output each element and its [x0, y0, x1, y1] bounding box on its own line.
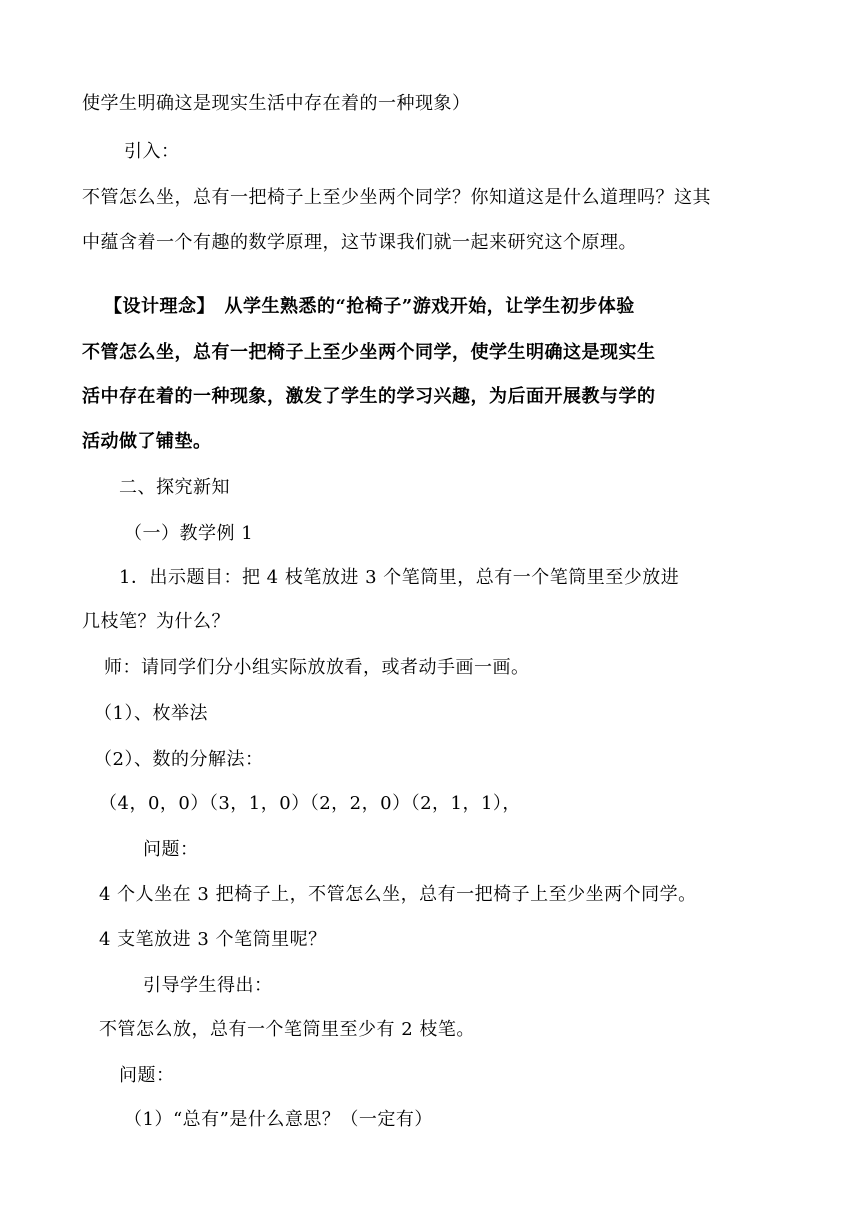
- text-line-13: 师：请同学们分小组实际放放看，或者动手画一画。: [104, 657, 530, 678]
- text-line-22: 问题：: [119, 1065, 175, 1086]
- text-line-15: （2）、数的分解法：: [94, 749, 264, 770]
- text-line-20: 引导学生得出：: [143, 975, 273, 996]
- subsection-heading: （一）教学例 1: [124, 523, 254, 544]
- text-line-23: （1）“总有”是什么意思？（一定有）: [124, 1109, 433, 1130]
- text-line-1: 使学生明确这是现实生活中存在着的一种现象）: [82, 93, 471, 114]
- design-concept-line-4: 活动做了铺垫。: [82, 431, 212, 452]
- text-line-12: 几枝笔？为什么？: [82, 611, 230, 632]
- design-concept-line-1: 【设计理念】 从学生熟悉的“抢椅子”游戏开始，让学生初步体验: [104, 296, 635, 317]
- text-line-16: （4，0，0）（3，1，0）（2，2，0）（2，1，1），: [99, 793, 521, 814]
- text-line-2: 引入：: [124, 141, 180, 162]
- design-concept-line-3: 活中存在着的一种现象，激发了学生的学习兴趣，为后面开展教与学的: [82, 386, 656, 407]
- text-line-14: （1）、枚举法: [94, 703, 208, 724]
- text-line-4: 中蕴含着一个有趣的数学原理，这节课我们就一起来研究这个原理。: [82, 232, 637, 253]
- text-line-21: 不管怎么放，总有一个笔筒里至少有 2 枝笔。: [99, 1019, 475, 1040]
- text-line-18: 4 个人坐在 3 把椅子上，不管怎么坐，总有一把椅子上至少坐两个同学。: [99, 884, 697, 905]
- text-line-19: 4 支笔放进 3 个笔筒里呢？: [99, 929, 327, 950]
- section-heading: 二、探究新知: [119, 477, 230, 498]
- text-line-3: 不管怎么坐，总有一把椅子上至少坐两个同学？你知道这是什么道理吗？这其: [82, 187, 711, 208]
- design-concept-line-2: 不管怎么坐，总有一把椅子上至少坐两个同学，使学生明确这是现实生: [82, 342, 656, 363]
- text-line-17: 问题：: [143, 839, 199, 860]
- text-line-11: 1．出示题目：把 4 枝笔放进 3 个笔筒里，总有一个笔筒里至少放进: [119, 567, 680, 588]
